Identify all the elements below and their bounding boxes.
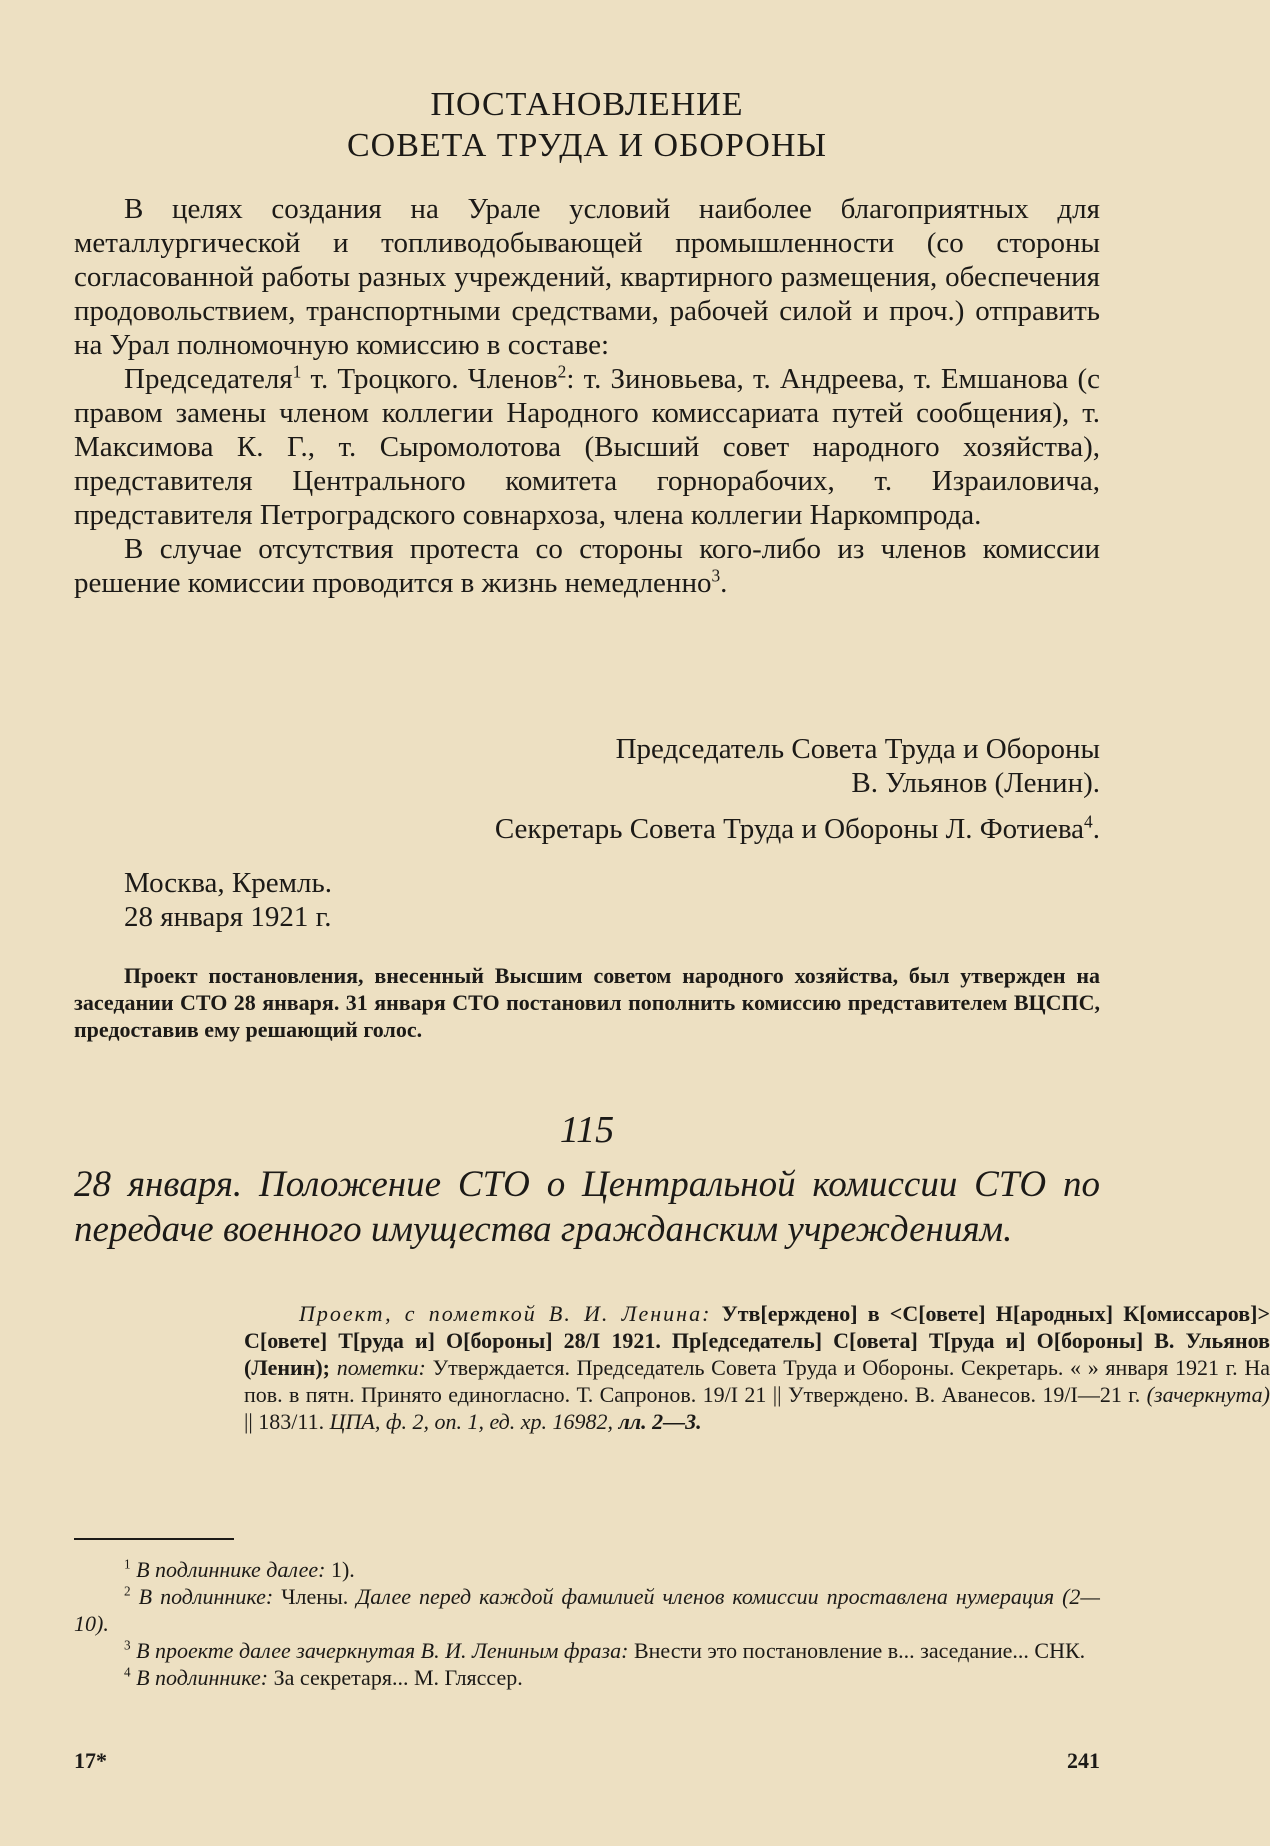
page-number: 241 xyxy=(1067,1748,1100,1773)
paragraph-2-part-b: т. Троцкого. Членов xyxy=(301,363,558,395)
place-and-date xyxy=(74,866,1150,934)
editorial-note: Проект постановления, внесенный Высшим советом народного хозяйства, был утвержден на заседании СТО 28 января. 31 января СТО постановил пополнить комиссию представителем ВЦСПС, предоставив ему решающий голос. xyxy=(74,963,1100,1042)
archival-source: Проект, с пометкой В. И. Ленина: Утв[ерждено] в <С[овете] Н[ародных] К[омиссаров]> С[овете] Т[руда и] О[бороны] 28/I 1921. Пр[едседатель] С[овета] Т[руда и] О[бороны] В. Ульянов (Ленин); пометки: Утверждается. Председатель Совета Труда и Обороны. Секретарь. « » января 1921 г. На пов. в пятн. Принято единогласно. Т. Сапронов. 19/I 21 || Утверждено. В. Аванесов. 19/I—21 г. (зачеркнута) || 183/11. ЦПА, ф. 2, оп. 1, ед. хр. 16982, лл. 2—3. xyxy=(244,1301,1270,1434)
footnote-ref-4: 4 xyxy=(1084,811,1093,832)
footnote-4: $^4$ В подлиннике: За секретаря... М. Гляссер. xyxy=(124,1664,523,1690)
chair-title: Председатель Совета Труда и Обороны xyxy=(615,733,1100,765)
chair-name: В. Ульянов (Ленин). xyxy=(851,767,1100,799)
decree-body xyxy=(74,192,1100,600)
title-line-2: СОВЕТА ТРУДА И ОБОРОНЫ xyxy=(346,127,828,164)
document-title xyxy=(74,84,1100,166)
paragraph-2-part-a: Председателя xyxy=(124,363,293,395)
footnote-ref-3: 3 xyxy=(711,565,721,586)
chair-signature xyxy=(74,732,1100,800)
paragraph-3-end: . xyxy=(720,567,728,599)
footnote-3: $^3$ В проекте далее зачеркнутая В. И. Лениным фраза: Внести это постановление в... заседание... СНК. xyxy=(124,1637,1086,1663)
footnote-divider xyxy=(74,1538,234,1540)
document-115-title: 28 января. Положение СТО о Центральной комиссии СТО по передаче военного имущества гражданским учреждениям. xyxy=(74,1164,1100,1250)
footnotes xyxy=(74,1556,1100,1691)
footnote-1: $^1$ В подлиннике далее: 1). xyxy=(124,1556,355,1582)
paragraph-1: В целях создания на Урале условий наиболее благоприятных для металлургической и топливодобывающей промышленности (со стороны согласованной работы разных учреждений, квартирного размещения, обеспечения продовольствием, транспортными средствами, рабочей силой и проч.) отправить на Урал полномочную комиссию в составе: xyxy=(74,193,1100,361)
secretary-text: Секретарь Совета Труда и Обороны Л. Фотиева xyxy=(494,813,1085,845)
footnote-2: $^2$ В подлиннике: Члены. Далее перед каждой фамилией членов комиссии проставлена нумерация (2—10). xyxy=(74,1583,1100,1636)
footnote-ref-2: 2 xyxy=(557,361,567,382)
place: Москва, Кремль. xyxy=(124,867,332,899)
document-number: 115 xyxy=(559,1109,615,1151)
secretary-signature: Секретарь Совета Труда и Обороны Л. Фотиева$^4$. xyxy=(494,811,1100,845)
date: 28 января 1921 г. xyxy=(124,901,332,933)
paragraph-2 xyxy=(74,362,1100,532)
paragraph-2-part-c: : т. Зиновьева, т. Андреева, т. Емшанова (с правом замены членом коллегии Народного комиссариата путей сообщения), т. Максимова К. Г., т. Сыромолотова (Высший совет народного хозяйства), представителя Центрального комитета горнорабочих, т. Израиловича, представителя Петроградского совнархоза, члена коллегии Наркомпрода. xyxy=(74,363,1100,531)
title-line-1: ПОСТАНОВЛЕНИЕ xyxy=(430,86,744,123)
footnote-ref-1: 1 xyxy=(292,361,302,382)
signature-mark: 17* xyxy=(74,1748,107,1773)
paragraph-3 xyxy=(74,532,1100,600)
paragraph-3-text: В случае отсутствия протеста со стороны кого-либо из членов комиссии решение комиссии проводится в жизнь немедленно xyxy=(74,533,1100,599)
